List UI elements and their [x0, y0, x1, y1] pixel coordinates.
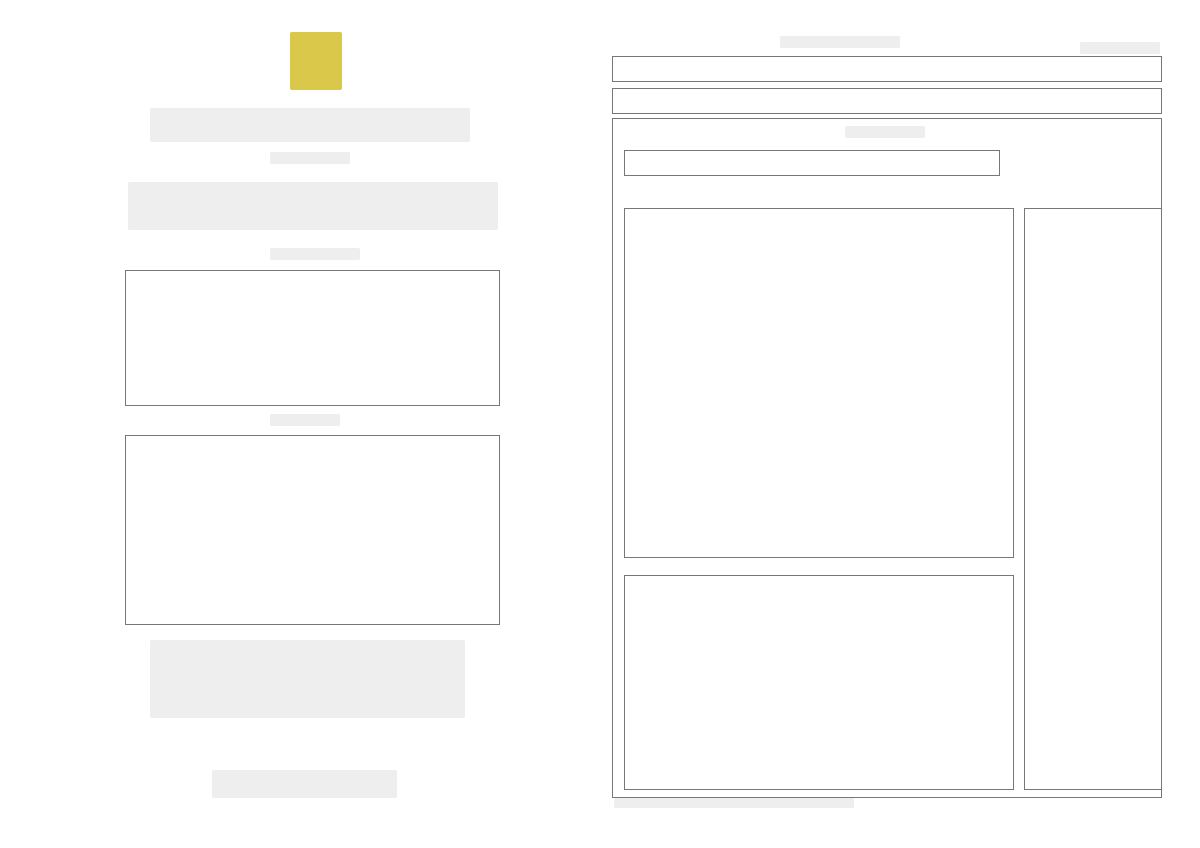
certificate-footer [150, 640, 465, 718]
interior-diagram [624, 575, 1014, 790]
note-of-conditions [600, 0, 1200, 848]
specifications-header [270, 248, 360, 260]
seal-logo [290, 32, 342, 90]
descriptions-header [845, 126, 925, 138]
certificate-subtitle [270, 152, 350, 164]
certificate-title [150, 108, 470, 142]
sheet-title [780, 36, 900, 48]
rating-row [612, 88, 1162, 114]
issuer-logos [212, 770, 397, 798]
rating-header [270, 414, 340, 426]
reference-number [1080, 42, 1160, 54]
size-legend [624, 150, 1000, 176]
sheet-footnote [614, 798, 854, 808]
specifications-table [125, 270, 500, 406]
certificate-body [128, 182, 498, 230]
notes-column [1024, 208, 1162, 790]
rating-table [125, 435, 500, 625]
inspection-dates-row [612, 56, 1162, 82]
exterior-diagram [624, 208, 1014, 558]
